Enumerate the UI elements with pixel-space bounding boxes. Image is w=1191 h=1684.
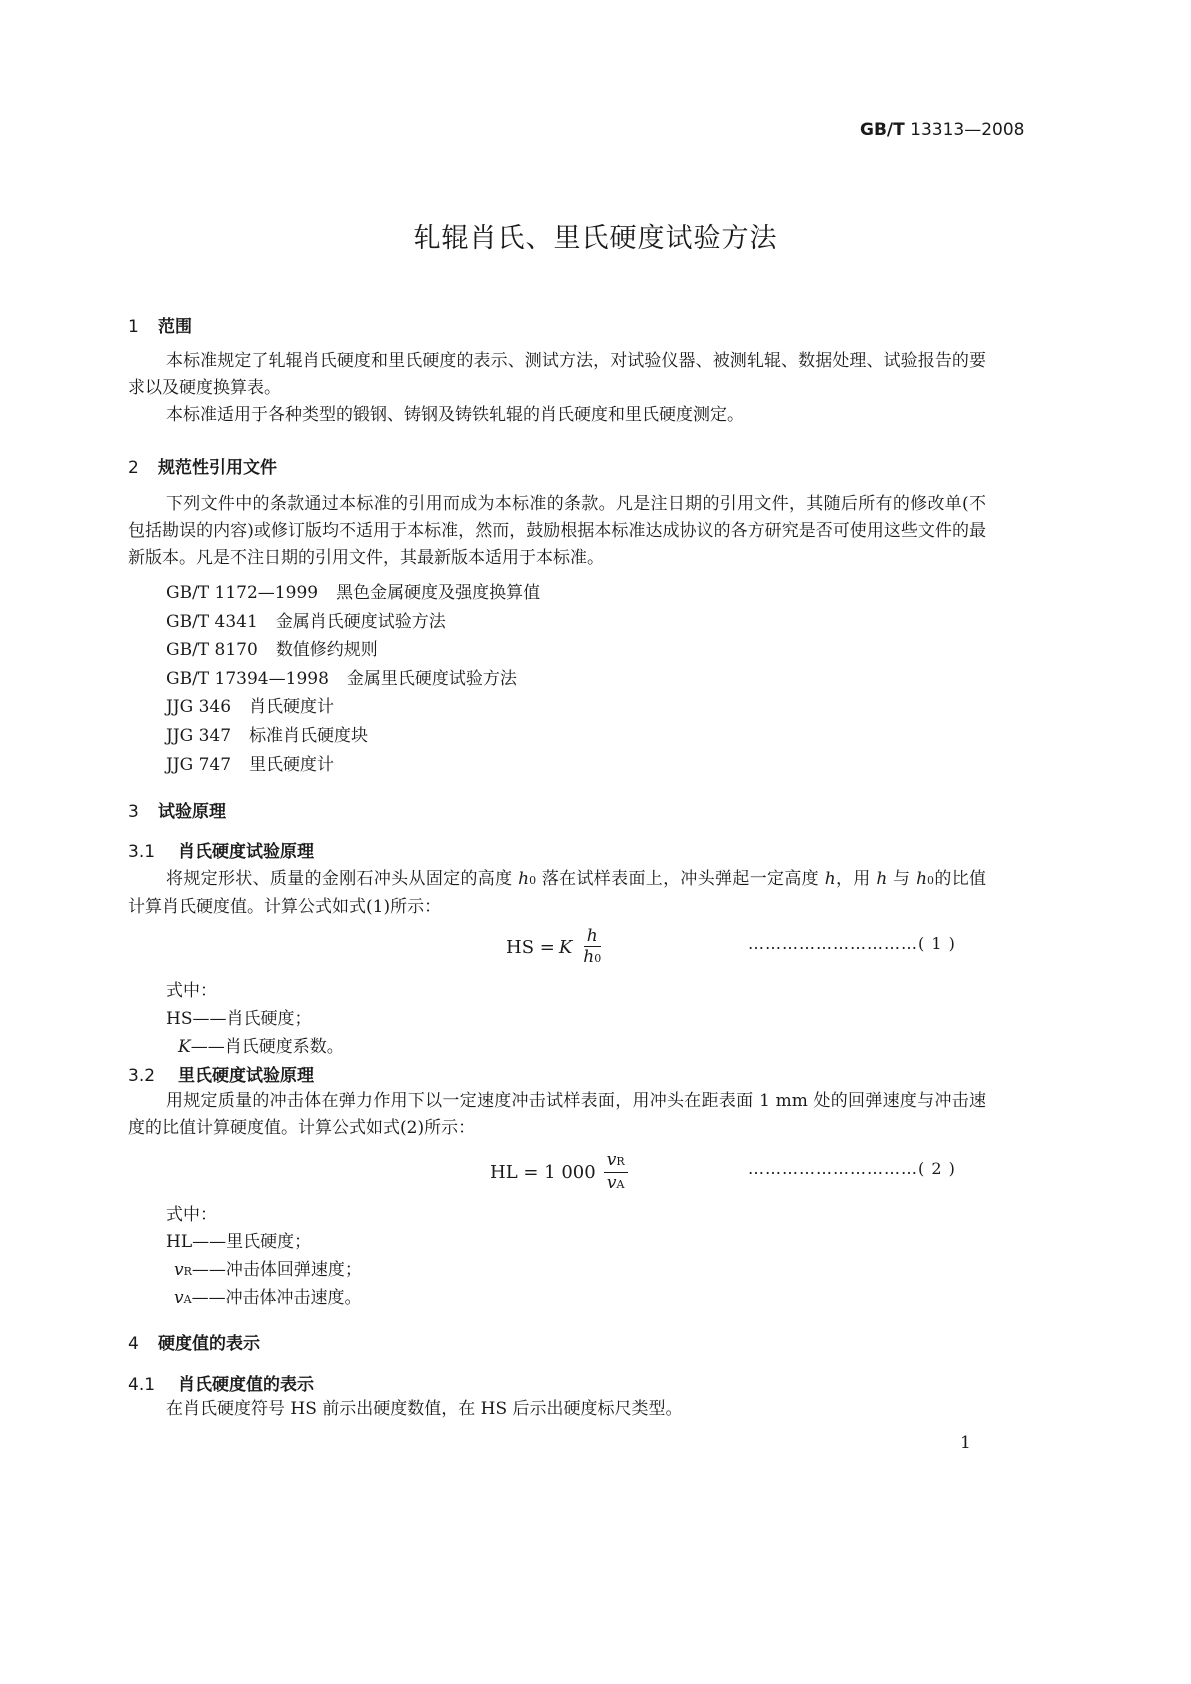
definition-hl: HL——里氏硬度； xyxy=(166,1232,312,1252)
section-3-2-heading: 3.2 里氏硬度试验原理 xyxy=(128,1066,314,1086)
where-label: 式中： xyxy=(166,1205,217,1225)
reference-item: GB/T 1172—1999 黑色金属硬度及强度换算值 xyxy=(166,583,541,603)
definition-hs: HS——肖氏硬度； xyxy=(166,1009,312,1029)
section-3-1-heading: 3.1 肖氏硬度试验原理 xyxy=(128,842,314,862)
definition-k: K——肖氏硬度系数。 xyxy=(178,1037,344,1057)
reference-item: JJG 747 里氏硬度计 xyxy=(166,755,335,775)
section-3-2-paragraph: 用规定质量的冲击体在弹力作用下以一定速度冲击试样表面，用冲头在距表面 1 mm 处的回弹速度与冲击速度的比值计算硬度值。计算公式如式(2)所示： xyxy=(128,1091,986,1138)
section-2-paragraph: 下列文件中的条款通过本标准的引用而成为本标准的条款。凡是注日期的引用文件，其随后所有的修改单(不包括勘误的内容)或修订版均不适用于本标准，然而，鼓励根据本标准达成协议的各方研究是否可使用这些文件的最新版本。凡是不注日期的引用文件，其最新版本适用于本标准。 xyxy=(128,494,986,568)
definition-vr: vR——冲击体回弹速度； xyxy=(174,1260,362,1280)
formula-1-fraction: $\frac{h}{h0}$ xyxy=(583,926,602,967)
standard-number: GB/T 13313—2008 xyxy=(860,120,1025,140)
formula-2-fraction: $\frac{vR}{vA}$ xyxy=(604,1150,628,1195)
section-4-heading: 4 硬度值的表示 xyxy=(128,1334,260,1354)
formula-1: HS = K $\frac{h}{h0}$ xyxy=(506,926,604,969)
section-1-paragraph-2: 本标准适用于各种类型的锻钢、铸钢及铸铁轧辊的肖氏硬度和里氏硬度测定。 xyxy=(166,405,744,425)
definition-va: vA——冲击体冲击速度。 xyxy=(174,1288,362,1308)
page-number: 1 xyxy=(960,1433,971,1453)
equation-number-1: …………………………( 1 ) xyxy=(748,934,956,953)
section-4-1-heading: 4.1 肖氏硬度值的表示 xyxy=(128,1375,314,1395)
document-title: 轧辊肖氏、里氏硬度试验方法 xyxy=(413,223,778,254)
section-4-1-paragraph: 在肖氏硬度符号 HS 前示出硬度数值，在 HS 后示出硬度标尺类型。 xyxy=(166,1399,683,1419)
section-3-heading: 3 试验原理 xyxy=(128,802,226,822)
section-2-heading: 2 规范性引用文件 xyxy=(128,458,277,478)
section-3-1-paragraph: 将规定形状、质量的金刚石冲头从固定的高度 h0 落在试样表面上，冲头弹起一定高度 h，用 h 与 h0的比值计算肖氏硬度值。计算公式如式(1)所示： xyxy=(128,869,987,917)
equation-number-2: …………………………( 2 ) xyxy=(748,1159,956,1178)
section-1-heading: 1 范围 xyxy=(128,317,192,337)
reference-item: JJG 347 标准肖氏硬度块 xyxy=(166,726,369,746)
formula-2: HL = 1 000 $\frac{vR}{vA}$ xyxy=(490,1150,628,1195)
reference-item: GB/T 4341 金属肖氏硬度试验方法 xyxy=(166,612,446,632)
reference-item: GB/T 17394—1998 金属里氏硬度试验方法 xyxy=(166,669,517,689)
where-label: 式中： xyxy=(166,981,217,1001)
reference-item: GB/T 8170 数值修约规则 xyxy=(166,640,378,660)
reference-item: JJG 346 肖氏硬度计 xyxy=(166,697,335,717)
section-1-paragraph-1: 本标准规定了轧辊肖氏硬度和里氏硬度的表示、测试方法，对试验仪器、被测轧辊、数据处理、试验报告的要求以及硬度换算表。 xyxy=(128,351,986,398)
